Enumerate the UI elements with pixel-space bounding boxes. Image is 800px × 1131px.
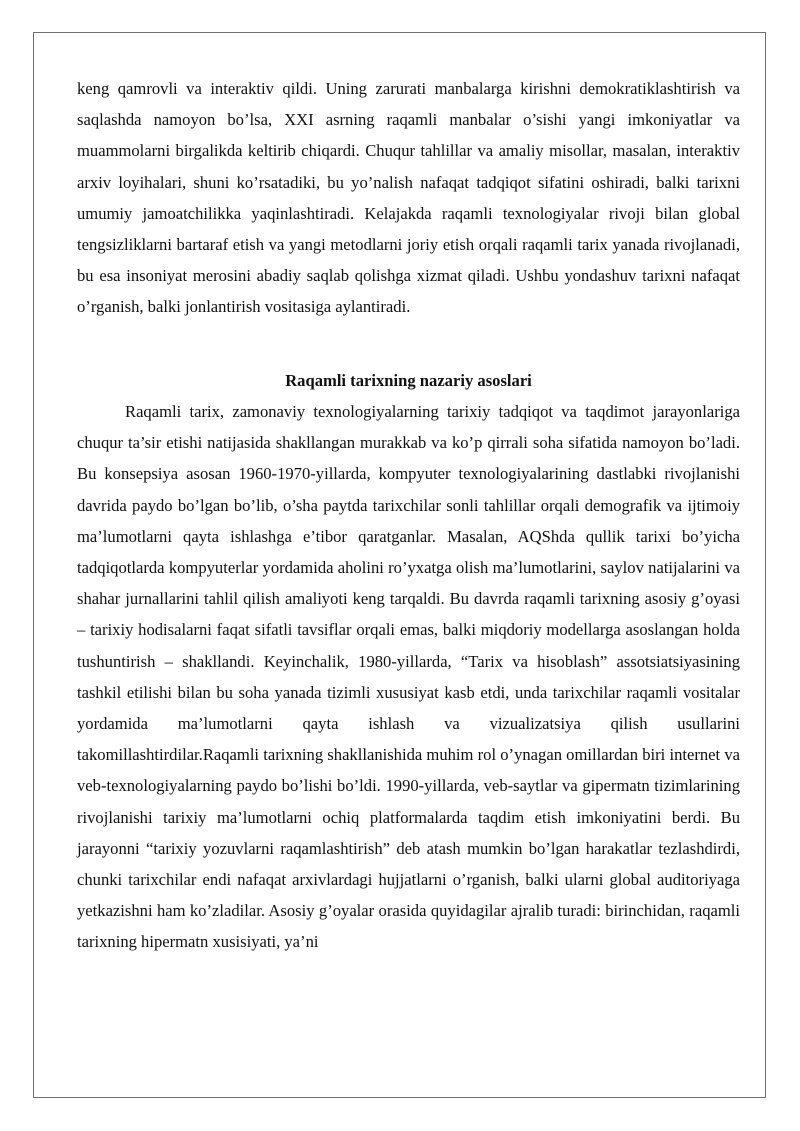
body-paragraph-2 [77, 396, 740, 958]
body-paragraph-1 [77, 73, 740, 323]
paragraph-text: keng qamrovli va interaktiv qildi. Uning zarurati manbalarga kirishni demokratiklashtirish va saqlashda namoyon bo’lsa, XXI asrning raqamli manbalar o’sishi yangi imkoniyatlar va muammolarni birgalikda keltirib chiqardi. Chuqur tahlillar va amaliy misollar, masalan, interaktiv arxiv loyihalari, shuni ko’rsatadiki, bu yo’nalish nafaqat tadqiqot sifatini oshiradi, balki tarixni umumiy jamoatchilikka yaqinlashtiradi. Kelajakda raqamli texnologiyalar rivoji bilan global tengsizliklarni bartaraf etish va yangi metodlarni joriy etish orqali raqamli tarix yanada rivojlanadi, bu esa insoniyat merosini abadiy saqlab qolishga xizmat qiladi. Ushbu yondashuv tarixni nafaqat o’rganish, balki jonlantirish vositasiga aylantiradi. [77, 79, 740, 317]
paragraph-text: Raqamli tarix, zamonaviy texnologiyalarning tarixiy tadqiqot va taqdimot jarayonlariga chuqur ta’sir etishi natijasida shakllangan murakkab va ko’p qirrali soha sifatida namoyon bo’ladi. Bu konsepsiya asosan 1960-1970-yillarda, kompyuter texnologiyalarining dastlabki rivojlanishi davrida paydo bo’lgan bo’lib, o’sha paytda tarixchilar sonli tahlillar orqali demografik va ijtimoiy ma’lumotlarni qayta ishlashga e’tibor qaratganlar. Masalan, AQShda qullik tarixi bo’yicha tadqiqotlarda kompyuterlar yordamida aholini ro’yxatga olish ma’lumotlarini, saylov natijalarini va shahar jurnallarini tahlil qilish amaliyoti keng tarqaldi. Bu davrda raqamli tarixning asosiy g’oyasi – tarixiy hodisalarni faqat sifatli tavsiflar orqali emas, balki miqdoriy modellarga asoslangan holda tushuntirish – shakllandi. Keyinchalik, 1980-yillarda, “Tarix va hisoblash” assotsiatsiyasining tashkil etilishi bilan bu soha yanada tizimli xususiyat kasb etdi, unda tarixchilar raqamli vositalar yordamida ma’lumotlarni qayta ishlash va vizualizatsiya qilish usullarini takomillashtirdilar.Raqamli tarixning shakllanishida muhim rol o’ynagan omillardan biri internet va veb-texnologiyalarning paydo bo’lishi bo’ldi. 1990-yillarda, veb-saytlar va gipermatn tizimlarining rivojlanishi tarixiy ma’lumotlarni ochiq platformalarda taqdim etish imkoniyatini berdi. Bu jarayonni “tarixiy yozuvlarni raqamlashtirish” deb atash mumkin bo’lgan harakatlar tezlashdirdi, chunki tarixchilar endi nafaqat arxivlardagi hujjatlarni o’rganish, balki ularni global auditoriyaga yetkazishni ham ko’zladilar. Asosiy g’oyalar orasida quyidagilar ajralib turadi: birinchidan, raqamli tarixning hipermatn xusisiyati, ya’ni [77, 402, 740, 952]
section-heading: Raqamli tarixning nazariy asoslari [285, 371, 532, 390]
